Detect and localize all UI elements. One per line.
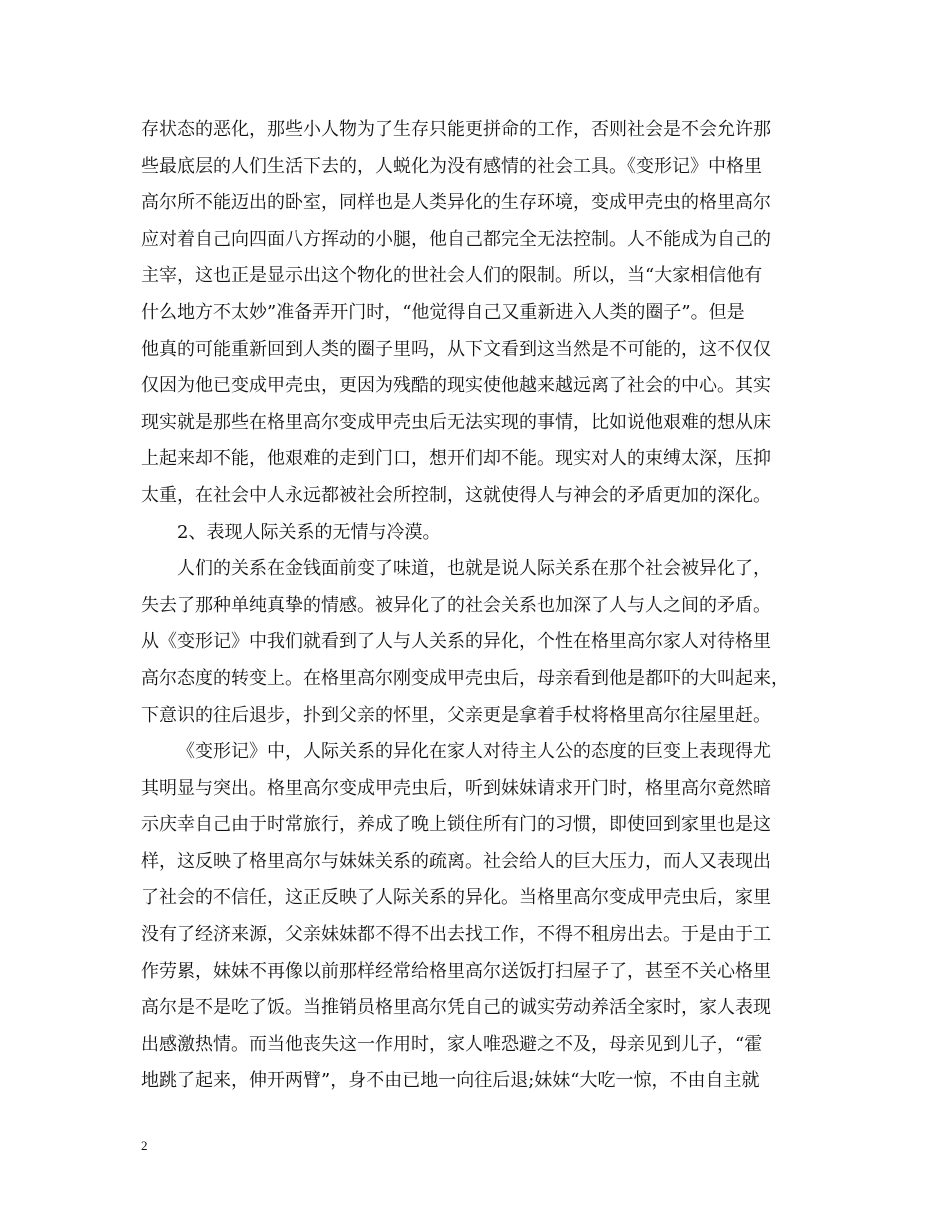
text-line: 人们的关系在金钱面前变了味道，也就是说人际关系在那个社会被异化了， <box>177 558 771 580</box>
paragraph <box>141 112 821 515</box>
text-line: 高尔所不能迈出的卧室，同样也是人类异化的生存环境，变成甲壳虫的格里高尔 <box>141 192 771 214</box>
text-line: 样，这反映了格里高尔与妹妹关系的疏离。社会给人的巨大压力，而人又表现出 <box>141 850 771 872</box>
text-line: 下意识的往后退步，扑到父亲的怀里，父亲更是拿着手杖将格里高尔往屋里赶。 <box>141 704 771 726</box>
text-line: 地跳了起来，伸开两臂”，身不由已地一向往后退;妹妹“大吃一惊，不由自主就 <box>141 1070 760 1092</box>
text-line: 从《变形记》中我们就看到了人与人关系的异化，个性在格里高尔家人对待格里 <box>141 631 771 653</box>
page-number: 2 <box>141 1138 148 1153</box>
text-line: 太重，在社会中人永远都被社会所控制，这就使得人与神会的矛盾更加的深化。 <box>141 484 771 506</box>
paragraph <box>141 515 821 552</box>
text-line: 其明显与突出。格里高尔变成甲壳虫后，听到妹妹请求开门时，格里高尔竟然暗 <box>141 777 771 799</box>
text-line: 出感激热情。而当他丧失这一作用时，家人唯恐避之不及，母亲见到儿子，“霍 <box>141 1033 763 1055</box>
text-line: 仅因为他已变成甲壳虫，更因为残酷的现实使他越来越远离了社会的中心。其实 <box>141 375 771 397</box>
text-line: 应对着自己向四面八方挥动的小腿，他自己都完全无法控制。人不能成为自己的 <box>141 228 771 250</box>
text-line: 2、表现人际关系的无情与冷漠。 <box>177 521 441 543</box>
text-line: 主宰，这也正是显示出这个物化的世社会人们的限制。所以，当“大家相信他有 <box>141 265 763 287</box>
text-line: 高尔是不是吃了饭。当推销员格里高尔凭自己的诚实劳动养活全家时，家人表现 <box>141 997 771 1019</box>
text-line: 了社会的不信任，这正反映了人际关系的异化。当格里高尔变成甲壳虫后，家里 <box>141 887 771 909</box>
text-line: 他真的可能重新回到人类的圈子里吗，从下文看到这当然是不可能的，这不仅仅 <box>141 338 771 360</box>
text-line: 些最底层的人们生活下去的，人蜕化为没有感情的社会工具。《变形记》中格里 <box>141 155 762 177</box>
text-line: 示庆幸自己由于时常旅行，养成了晚上锁住所有门的习惯，即使回到家里也是这 <box>141 814 771 836</box>
text-line: 高尔态度的转变上。在格里高尔刚变成甲壳虫后，母亲看到他是都吓的大叫起来， <box>141 667 789 689</box>
paragraph <box>141 551 821 734</box>
text-line: 上起来却不能，他艰难的走到门口，想开们却不能。现实对人的束缚太深，压抑 <box>141 448 771 470</box>
text-line: 存状态的恶化，那些小人物为了生存只能更拼命的工作，否则社会是不会允许那 <box>141 119 771 140</box>
text-line: 没有了经济来源，父亲妹妹都不得不出去找工作，不得不租房出去。于是由于工 <box>141 924 771 946</box>
paragraph <box>141 734 821 1100</box>
text-line: 失去了那种单纯真挚的情感。被异化了的社会关系也加深了人与人之间的矛盾。 <box>141 594 771 616</box>
text-line: 现实就是那些在格里高尔变成甲壳虫后无法实现的事情，比如说他艰难的想从床 <box>141 411 771 433</box>
text-line: 作劳累，妹妹不再像以前那样经常给格里高尔送饭打扫屋子了，甚至不关心格里 <box>141 960 771 982</box>
text-line: 什么地方不太妙”准备弄开门时，“他觉得自己又重新进入人类的圈子”。但是 <box>141 301 745 323</box>
text-line: 《变形记》中，人际关系的异化在家人对待主人公的态度的巨变上表现得尤 <box>177 741 771 763</box>
body-text <box>141 112 821 1100</box>
